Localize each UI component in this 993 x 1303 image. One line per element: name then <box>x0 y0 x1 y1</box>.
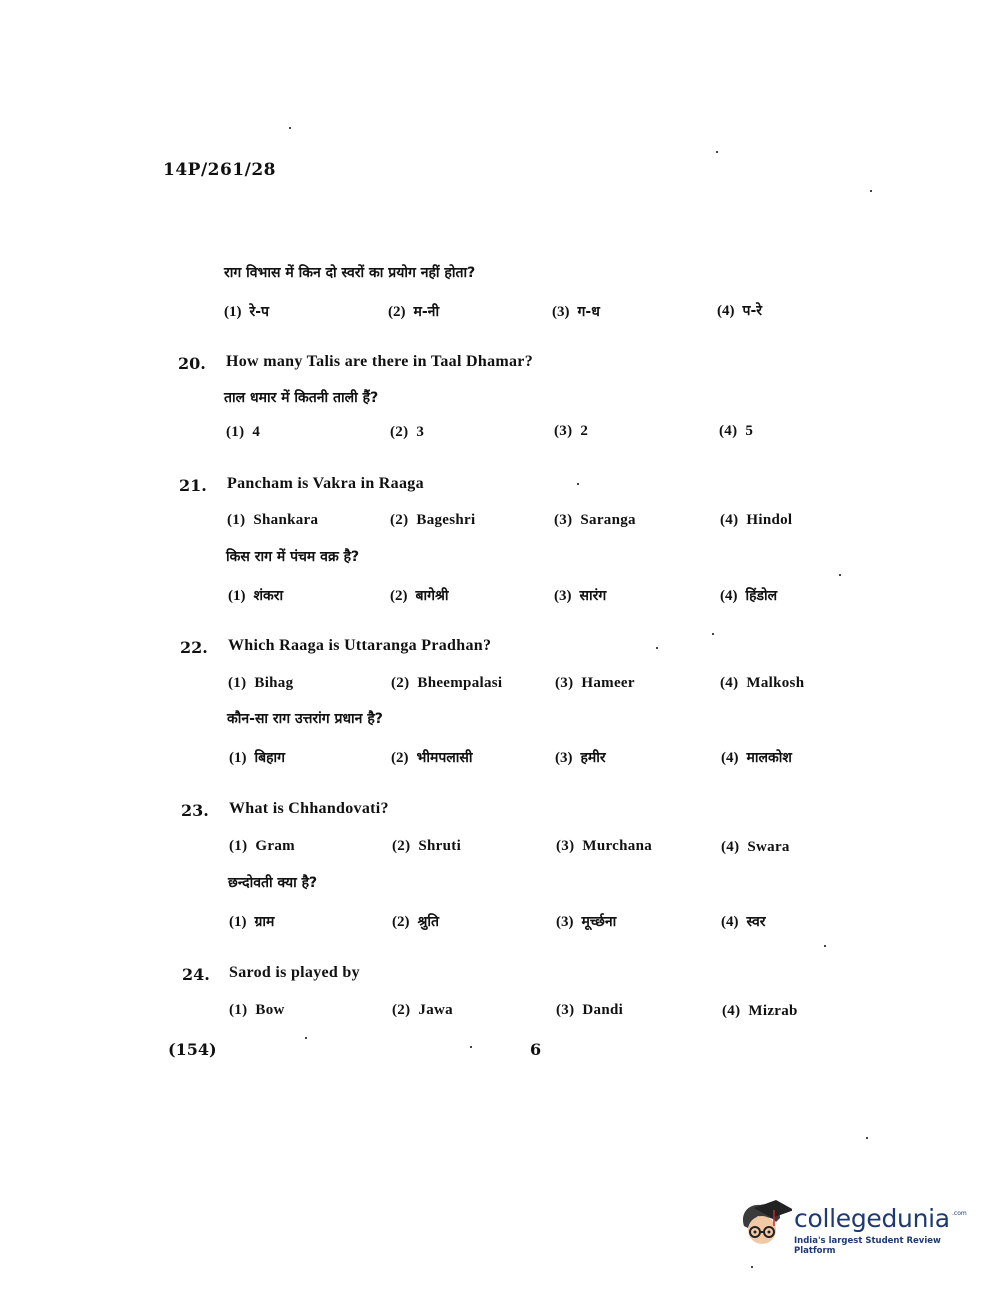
q23-option-hi-3: (3) मूर्च्छना <box>556 914 617 930</box>
scan-speck <box>712 633 714 635</box>
q23-option-3: (3) Murchana <box>556 838 653 854</box>
q20-option-1: (1) 4 <box>226 424 261 440</box>
q24-option-3: (3) Dandi <box>556 1002 624 1018</box>
q21-english-text: Pancham is Vakra in Raaga <box>227 475 424 492</box>
scan-speck <box>716 151 718 153</box>
q22-option-4: (4) Malkosh <box>720 675 805 691</box>
q22-option-hi-1: (1) बिहाग <box>229 750 286 766</box>
q19-option-3: (3) ग-ध <box>552 304 600 320</box>
q20-hindi-text: ताल धमार में कितनी ताली हैं? <box>224 390 379 406</box>
scan-speck <box>656 647 658 649</box>
q24-option-2: (2) Jawa <box>392 1002 453 1018</box>
q23-option-hi-1: (1) ग्राम <box>229 914 275 930</box>
q20-option-4: (4) 5 <box>719 423 754 439</box>
scan-speck <box>289 127 291 129</box>
q21-option-3: (3) Saranga <box>554 512 636 528</box>
q19-option-1: (1) रे-प <box>224 304 269 320</box>
scan-speck <box>577 483 579 485</box>
logo-suffix: .com <box>952 1210 967 1217</box>
exam-code: 14P/261/28 <box>163 160 277 180</box>
footer-code: (154) <box>168 1040 217 1059</box>
q24-english-text: Sarod is played by <box>229 964 360 981</box>
q23-option-1: (1) Gram <box>229 838 295 854</box>
logo-tagline: India's largest Student Review Platform <box>794 1236 941 1256</box>
q21-option-1: (1) Shankara <box>227 512 319 528</box>
q21-option-4: (4) Hindol <box>720 512 793 528</box>
q23-option-2: (2) Shruti <box>392 838 462 854</box>
q21-number: 21. <box>179 476 207 495</box>
q20-option-2: (2) 3 <box>390 424 425 440</box>
q20-option-3: (3) 2 <box>554 423 589 439</box>
q20-number: 20. <box>178 354 206 373</box>
q24-option-1: (1) Bow <box>229 1002 285 1018</box>
q21-option-hi-3: (3) सारंग <box>554 588 607 604</box>
scan-speck <box>870 190 872 192</box>
q22-option-2: (2) Bheempalasi <box>391 675 503 691</box>
collegedunia-logo <box>736 1196 966 1256</box>
q23-hindi-text: छन्दोवती क्या है? <box>228 875 318 891</box>
q22-hindi-text: कौन-सा राग उत्तरांग प्रधान है? <box>227 711 383 727</box>
q23-option-hi-2: (2) श्रुति <box>392 914 440 930</box>
page-number: 6 <box>530 1040 542 1059</box>
scan-speck <box>305 1037 307 1039</box>
q22-option-3: (3) Hameer <box>555 675 635 691</box>
q19-option-2: (2) म-नी <box>388 304 440 320</box>
q21-hindi-text: किस राग में पंचम वक्र है? <box>226 549 360 565</box>
q24-number: 24. <box>182 965 210 984</box>
q22-option-hi-3: (3) हमीर <box>555 750 606 766</box>
q22-english-text: Which Raaga is Uttaranga Pradhan? <box>228 637 492 654</box>
q21-option-hi-4: (4) हिंडोल <box>720 588 778 604</box>
q23-option-hi-4: (4) स्वर <box>721 914 766 930</box>
scan-speck <box>824 945 826 947</box>
q21-option-hi-2: (2) बागेश्री <box>390 588 449 604</box>
mascot-icon <box>736 1196 792 1252</box>
q22-number: 22. <box>180 638 208 657</box>
scan-speck <box>470 1046 472 1048</box>
q22-option-hi-2: (2) भीमपलासी <box>391 750 473 766</box>
q23-number: 23. <box>181 801 209 820</box>
q21-option-hi-1: (1) शंकरा <box>228 588 284 604</box>
q23-option-4: (4) Swara <box>721 839 790 855</box>
logo-name: collegedunia <box>794 1204 950 1233</box>
scan-speck <box>751 1266 753 1268</box>
q19-option-4: (4) प-रे <box>717 303 762 319</box>
q24-option-4: (4) Mizrab <box>722 1003 798 1019</box>
q21-option-2: (2) Bageshri <box>390 512 476 528</box>
scan-speck <box>866 1137 868 1139</box>
q23-english-text: What is Chhandovati? <box>229 800 389 817</box>
q19-hindi-text: राग विभास में किन दो स्वरों का प्रयोग नहीं होता? <box>224 265 476 281</box>
q20-english-text: How many Talis are there in Taal Dhamar? <box>226 353 533 370</box>
q22-option-hi-4: (4) मालकोश <box>721 750 792 766</box>
scan-speck <box>839 574 841 576</box>
q22-option-1: (1) Bihag <box>228 675 294 691</box>
